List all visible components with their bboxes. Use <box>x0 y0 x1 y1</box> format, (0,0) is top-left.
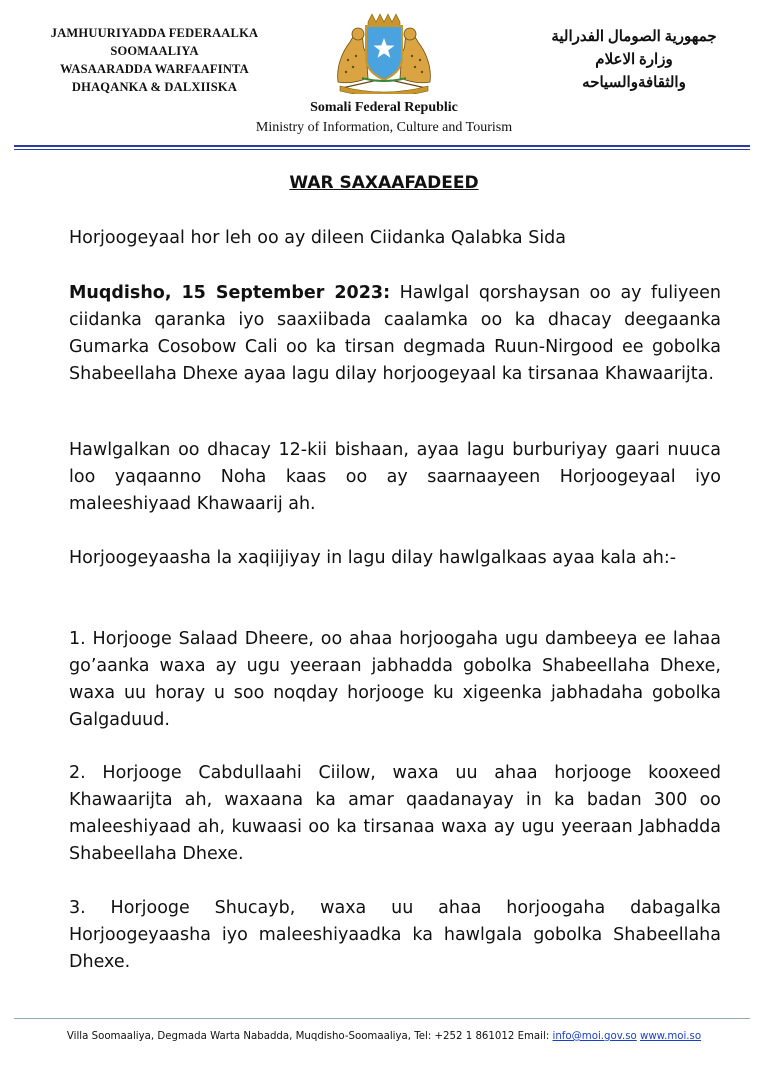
header-divider-thin <box>14 149 750 150</box>
footer-email-link[interactable]: info@moi.gov.so <box>552 1031 637 1042</box>
letterhead-arabic-line: والثقافةوالسياحه <box>582 75 686 91</box>
paragraph-3: Horjoogeyaasha la xaqiijiyay in lagu dilay hawlgalkaas ayaa kala ah:- <box>69 548 677 568</box>
letterhead-somali-line: JAMHUURIYADDA FEDERAALKA <box>50 26 259 40</box>
letterhead-arabic-line: وزارة الاعلام <box>595 52 673 68</box>
paragraph-lead-text: Hawlgal qorshaysan oo ay fuliyeen ciidanka qaranka iyo saaxiibada caalamka oo ka dhacay deegaanka Gumarka Cosobow Cali oo ka tirsan degmada Ruun-Nirgood ee gobolka Shabeellaha Dhexe ayaa lagu dilay horjoogeyaal ka tirsanaa Khawaarijta. <box>69 283 721 384</box>
ministry-name: Ministry of Information, Culture and Tourism <box>255 120 513 135</box>
headline: Horjoogeyaal hor leh oo ay dileen Ciidanka Qalabka Sida <box>69 228 567 248</box>
somalia-coat-of-arms-icon <box>328 12 440 94</box>
list-item-3: 3. Horjooge Shucayb, waxa uu ahaa horjoogaha dabagalka Horjoogeyaasha iyo maleeshiyaadka ka hawlgala gobolka Shabeellaha Dhexe. <box>69 898 721 972</box>
document-title: WAR SAXAAFADEED <box>289 173 479 193</box>
footer-website-link[interactable]: www.moi.so <box>640 1031 702 1042</box>
paragraph-2: Hawlgalkan oo dhacay 12-kii bishaan, ayaa lagu burburiyay gaari nuuca loo yaqaanno Noha kaas oo ay saarnaayeen Horjoogeyaal iyo maleeshiyaad Khawaarij ah. <box>69 440 721 514</box>
letterhead-arabic-line: جمهورية الصومال الفدرالية <box>551 29 717 45</box>
letterhead-somali-line: SOOMAALIYA <box>110 44 199 58</box>
republic-name: Somali Federal Republic <box>310 100 458 115</box>
header-divider <box>14 145 750 147</box>
footer-divider <box>14 1018 750 1019</box>
footer <box>0 1031 768 1042</box>
letterhead-somali-line: DHAQANKA & DALXIISKA <box>71 80 238 94</box>
paragraph-lead <box>69 280 721 388</box>
letterhead-somali <box>22 24 287 96</box>
letterhead-somali-line: WASAARADDA WARFAAFINTA <box>60 62 249 76</box>
list-item-2: 2. Horjooge Cabdullaahi Ciilow, waxa uu ahaa horjooge kooxeed Khawaarijta ah, waxaana ka amar qaadanayay in ka badan 300 oo maleeshiyaad ah, kuwaasi oo ka tirsanaa waxa ay ugu yeeraan Jabhadda Shabeellaha Dhexe. <box>69 763 721 864</box>
footer-address: Villa Soomaaliya, Degmada Warta Nabadda, Muqdisho-Soomaaliya, Tel: +252 1 861012 Email: <box>66 1031 553 1042</box>
dateline: Muqdisho, 15 September 2023: <box>69 283 391 303</box>
list-item-1: 1. Horjooge Salaad Dheere, oo ahaa horjoogaha ugu dambeeya ee lahaa go’aanka waxa ay ugu yeeraan jabhadda gobolka Shabeellaha Dhexe, waxa uu horay u soo noqday horjooge ku xigeenka jabhadaha gobolka Galgaduud. <box>69 629 721 730</box>
letterhead-arabic <box>520 26 748 95</box>
